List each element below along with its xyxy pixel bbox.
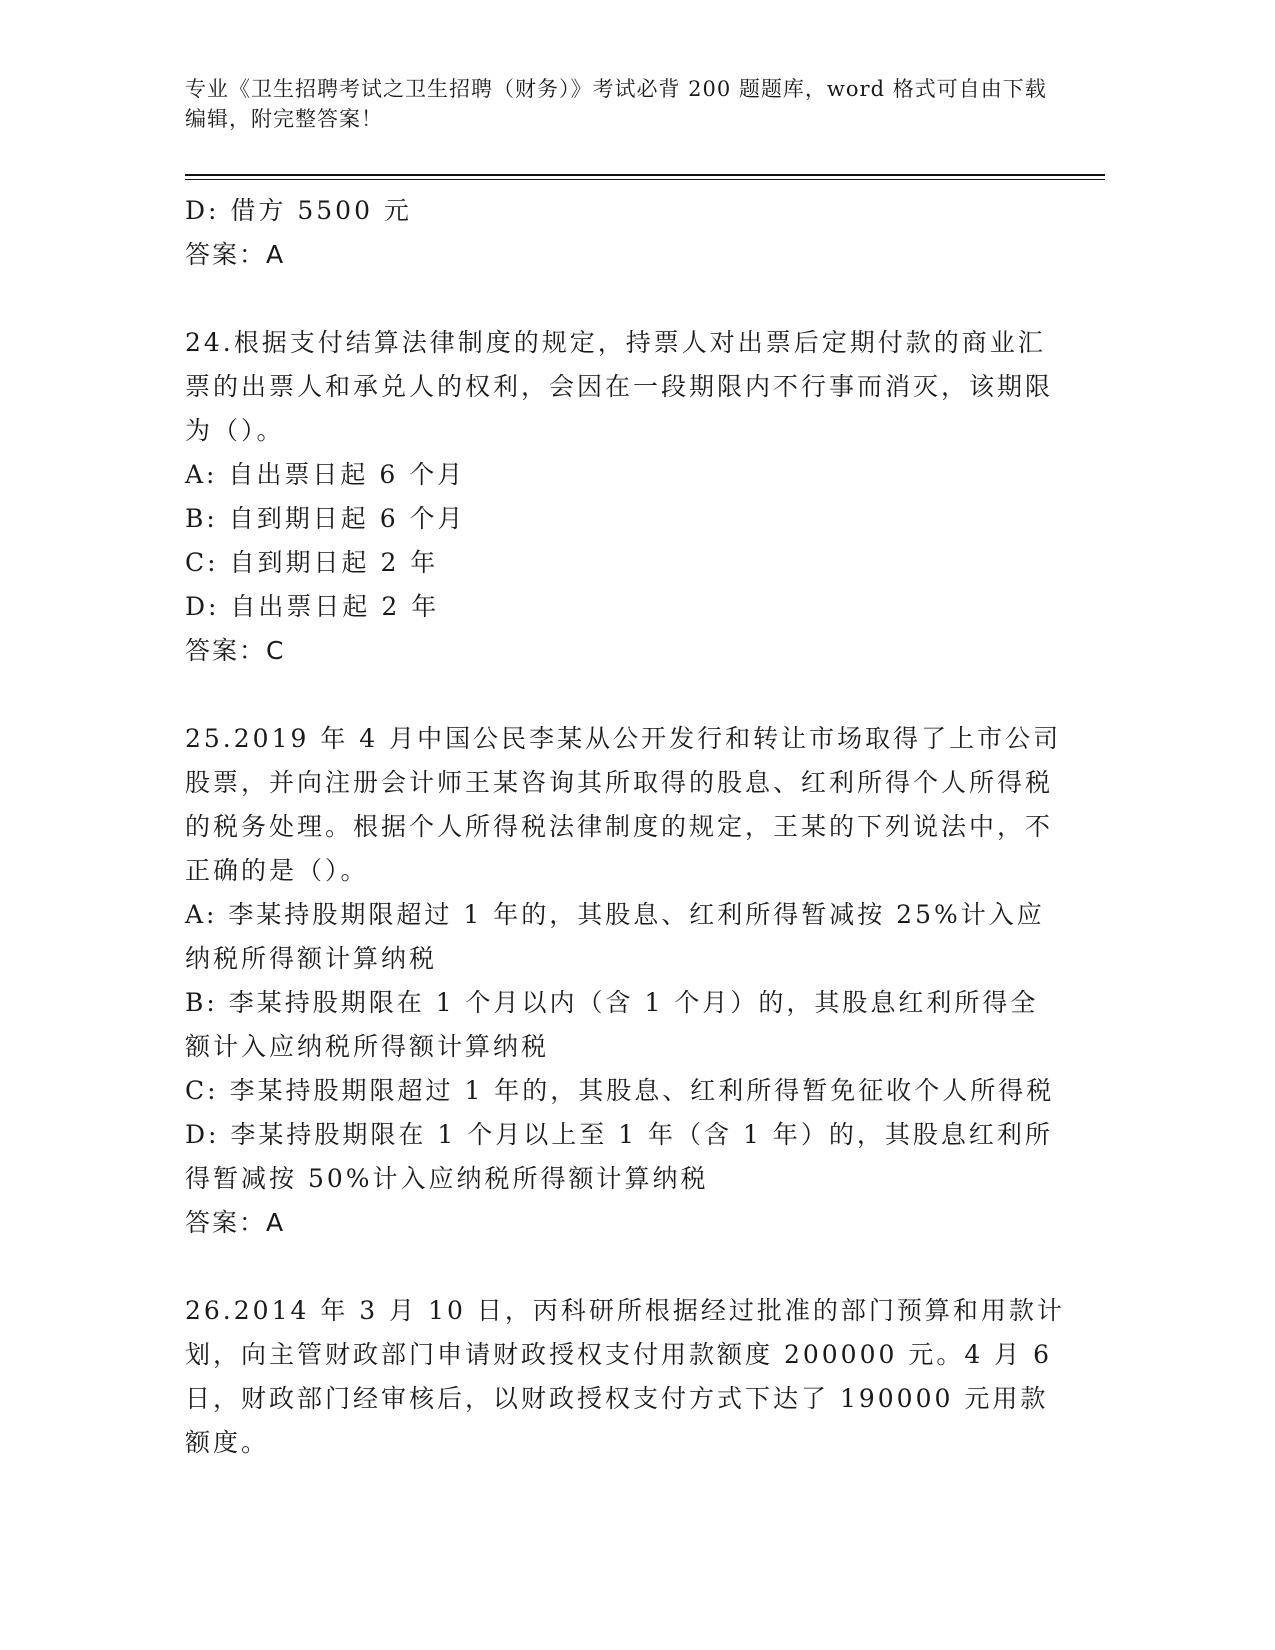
question-25	[185, 717, 1065, 1245]
header-rule-thick	[185, 174, 1105, 176]
question-stem: 26.2014 年 3 月 10 日，丙科研所根据经过批准的部门预算和用款计划，向主管财政部门申请财政授权支付用款额度 200000 元。4 月 6 日，财政部门经审核后，以财政授权支付方式下达了 190000 元用款额度。	[185, 1296, 1065, 1457]
prev-option-d: D: 借方 5500 元	[185, 196, 412, 225]
option-c: C: 李某持股期限超过 1 年的，其股息、红利所得暂免征收个人所得税	[185, 1076, 1055, 1105]
spacer	[185, 277, 1065, 321]
question-content	[185, 189, 1065, 1465]
option-b: B: 自到期日起 6 个月	[185, 504, 466, 533]
option-a: A: 自出票日起 6 个月	[185, 460, 466, 489]
prev-answer: 答案：A	[185, 240, 286, 269]
option-a: A: 李某持股期限超过 1 年的，其股息、红利所得暂减按 25%计入应纳税所得额计算纳税	[185, 900, 1045, 973]
header-rule-thin	[185, 179, 1105, 180]
spacer	[185, 673, 1065, 717]
question-24	[185, 321, 1065, 673]
option-d: D: 李某持股期限在 1 个月以上至 1 年（含 1 年）的，其股息红利所得暂减按 50%计入应纳税所得额计算纳税	[185, 1120, 1053, 1193]
answer: 答案：C	[185, 636, 286, 665]
question-stem: 24.根据支付结算法律制度的规定，持票人对出票后定期付款的商业汇票的出票人和承兑人的权利，会因在一段期限内不行事而消灭，该期限为（）。	[185, 328, 1054, 445]
answer: 答案：A	[185, 1208, 286, 1237]
question-stem: 25.2019 年 4 月中国公民李某从公开发行和转让市场取得了上市公司股票，并向注册会计师王某咨询其所取得的股息、红利所得个人所得税的税务处理。根据个人所得税法律制度的规定，王某的下列说法中，不正确的是（）。	[185, 724, 1062, 885]
option-c: C: 自到期日起 2 年	[185, 548, 439, 577]
option-d: D: 自出票日起 2 年	[185, 592, 440, 621]
question-26	[185, 1289, 1065, 1465]
option-b: B: 李某持股期限在 1 个月以内（含 1 个月）的，其股息红利所得全额计入应纳税所得额计算纳税	[185, 988, 1039, 1061]
page-header	[185, 74, 1065, 134]
header-title: 专业《卫生招聘考试之卫生招聘（财务）》考试必背 200 题题库，word 格式可自由下载编辑，附完整答案！	[185, 77, 1047, 131]
spacer	[185, 1245, 1065, 1289]
